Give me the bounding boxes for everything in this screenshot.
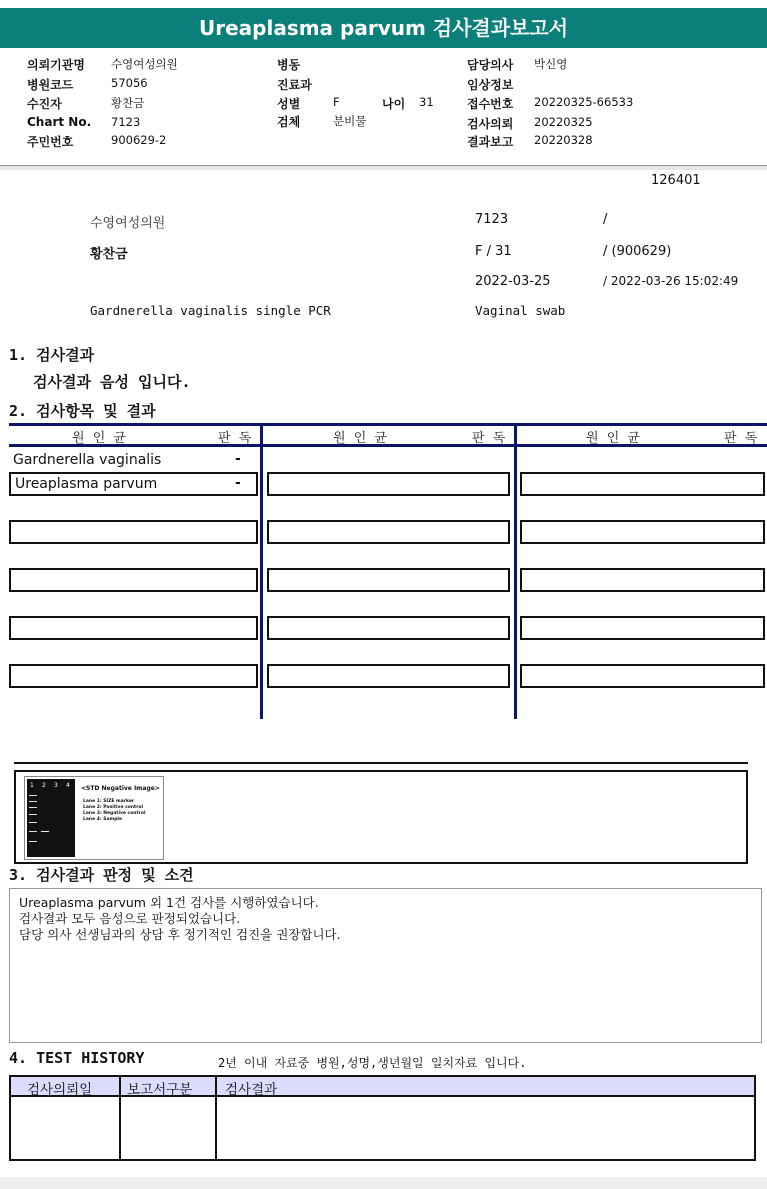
specimen-value: 분비물 (333, 114, 367, 128)
info-birth: / (900629) (603, 244, 672, 259)
info-report-datetime: / 2022-03-26 15:02:49 (603, 274, 739, 288)
history-note: 2년 이내 자료중 병원,성명,생년월일 일치자료 입니다. (218, 1056, 527, 1070)
hospital-value: 수영여성의원 (111, 57, 178, 71)
item-box (9, 616, 258, 640)
comment-box (9, 888, 762, 1043)
info-request-date: 2022-03-25 (475, 274, 551, 289)
history-col-header: 보고서구분 (127, 1082, 193, 1098)
report-label: 결과보고 (467, 135, 514, 149)
report-title: Ureaplasma parvum 검사결과보고서 (0, 8, 767, 48)
gel-legend: Lane 1: SIZE marker (83, 799, 135, 804)
gel-caption: <STD Negative Image> (81, 785, 160, 792)
image-top-line (14, 762, 748, 764)
marker-band (29, 795, 37, 796)
item-box (520, 472, 765, 496)
comment-line: 검사결과 모두 음성으로 판정되었습니다. (19, 911, 241, 926)
sex-value: F (333, 95, 340, 109)
item-box (267, 472, 510, 496)
doctor-value: 박신영 (534, 57, 568, 71)
history-col-header: 검사의뢰일 (27, 1082, 93, 1098)
info-chart: 7123 (475, 212, 509, 227)
item-box (267, 664, 510, 688)
item-result: - (235, 451, 241, 467)
col-result-header: 판 독 (724, 431, 760, 446)
id-value: 900629-2 (111, 133, 167, 147)
request-value: 20220325 (534, 115, 593, 129)
item-box (267, 616, 510, 640)
sex-label: 성별 (277, 97, 301, 111)
hospital-label: 의뢰기관명 (27, 58, 85, 72)
lane-number: 2 (42, 782, 46, 789)
header-block (0, 48, 767, 166)
gel-image (24, 776, 164, 860)
chart-label: Chart No. (27, 115, 92, 129)
info-specimen: Vaginal swab (475, 303, 566, 318)
item-box (9, 568, 258, 592)
history-col-divider (119, 1077, 121, 1159)
footer-strip (0, 1177, 767, 1189)
report-value: 20220328 (534, 133, 593, 147)
item-box (520, 616, 765, 640)
item-box (520, 520, 765, 544)
gel-legend: Lane 3: Negative control (83, 811, 146, 816)
col-organism-header: 원 인 균 (333, 431, 389, 446)
gel-lanes (27, 779, 75, 857)
item-box (9, 664, 258, 688)
info-chart-sep: / (603, 212, 608, 227)
dept-label: 진료과 (277, 78, 312, 92)
column-divider (260, 423, 263, 719)
section3-title: 3. 검사결과 판정 및 소견 (9, 866, 194, 884)
specimen-label: 검체 (277, 115, 301, 129)
col-result-header: 판 독 (218, 431, 254, 446)
col-organism-header: 원 인 균 (72, 431, 128, 446)
report-number: 126401 (651, 173, 701, 188)
item-box (267, 520, 510, 544)
clinical-label: 임상정보 (467, 78, 514, 92)
section1-title: 1. 검사결과 (9, 346, 95, 364)
info-hospital: 수영여성의원 (90, 216, 166, 231)
info-patient: 황찬금 (90, 247, 128, 262)
section2-title: 2. 검사항목 및 결과 (9, 402, 156, 420)
lane-number: 4 (66, 782, 70, 789)
info-test-name: Gardnerella vaginalis single PCR (90, 303, 331, 318)
item-box (520, 664, 765, 688)
patient-label: 수진자 (27, 97, 62, 111)
positive-band (41, 831, 49, 832)
gel-legend: Lane 4: Sample (83, 817, 123, 822)
item-name: Ureaplasma parvum (15, 476, 158, 492)
marker-band (29, 814, 37, 815)
id-label: 주민번호 (27, 135, 74, 149)
doctor-label: 담당의사 (467, 58, 514, 72)
history-table (9, 1075, 756, 1161)
col-result-header: 판 독 (472, 431, 508, 446)
col-organism-header: 원 인 균 (586, 431, 642, 446)
gel-image-frame (14, 770, 748, 864)
code-label: 병원코드 (27, 78, 74, 92)
marker-band (29, 807, 37, 808)
item-box (520, 568, 765, 592)
code-value: 57056 (111, 76, 148, 90)
ward-label: 병동 (277, 58, 301, 72)
column-divider (514, 423, 517, 719)
history-header-row (11, 1077, 754, 1097)
history-col-divider (215, 1077, 217, 1159)
comment-line: 담당 의사 선생님과의 상담 후 정기적인 검진을 권장합니다. (19, 927, 341, 942)
item-name: Gardnerella vaginalis (13, 452, 162, 468)
marker-band (29, 841, 37, 842)
request-label: 검사의뢰 (467, 117, 514, 131)
chart-value: 7123 (111, 115, 141, 129)
marker-band (29, 831, 37, 832)
marker-band (29, 822, 37, 823)
info-sex-age: F / 31 (475, 244, 512, 259)
lane-number: 3 (54, 782, 58, 789)
table-top-line (9, 423, 767, 426)
gel-legend: Lane 2: Positive control (83, 805, 144, 810)
patient-value: 황찬금 (111, 96, 145, 110)
lane-number: 1 (30, 782, 34, 789)
header-separator (0, 166, 767, 170)
item-result: - (235, 475, 241, 491)
age-label: 나이 (382, 97, 406, 111)
result-summary: 검사결과 음성 입니다. (33, 373, 191, 391)
item-box (9, 520, 258, 544)
section4-title: 4. TEST HISTORY (9, 1049, 145, 1067)
receipt-label: 접수번호 (467, 97, 514, 111)
receipt-value: 20220325-66533 (534, 95, 634, 109)
history-col-header: 검사결과 (225, 1082, 278, 1098)
age-value: 31 (419, 95, 434, 109)
item-box (267, 568, 510, 592)
comment-line: Ureaplasma parvum 외 1건 검사를 시행하였습니다. (19, 895, 319, 910)
marker-band (29, 801, 37, 802)
